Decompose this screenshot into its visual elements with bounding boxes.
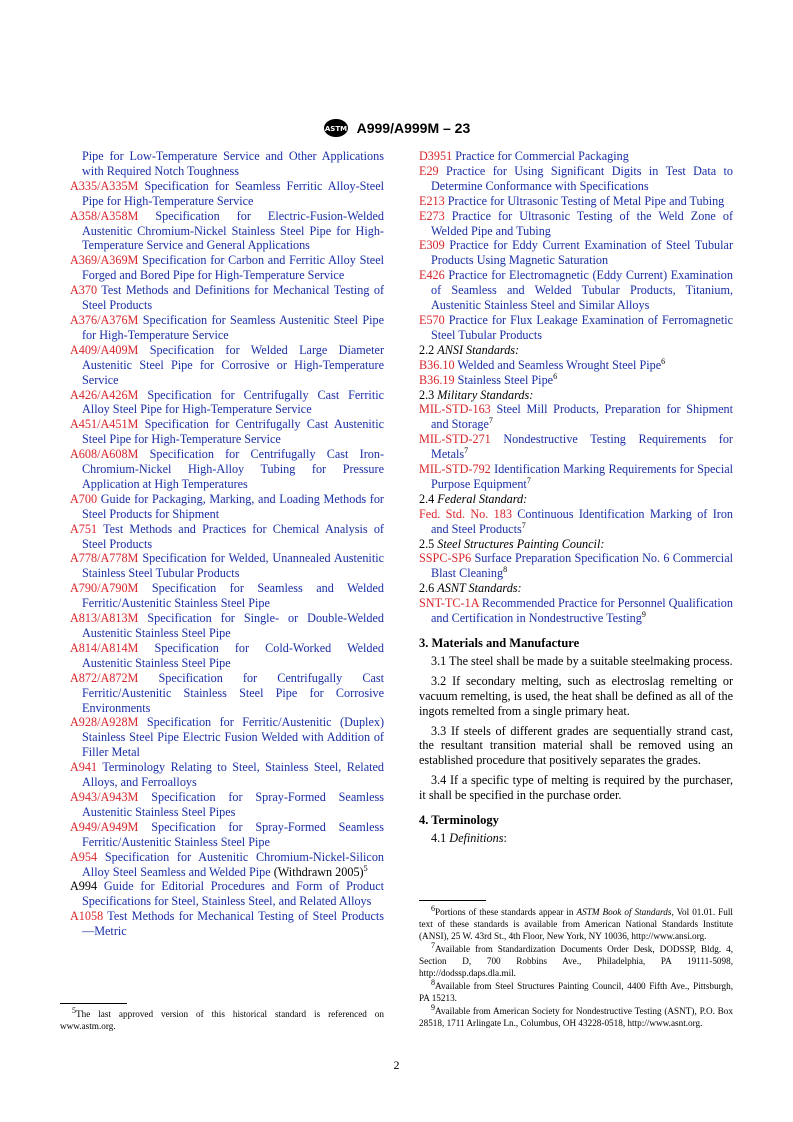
reference-title-link[interactable]: Identification Marking Requirements for Special Purpose Equipment (431, 462, 734, 491)
reference-item (419, 313, 733, 343)
footnote-8: $^8$Available from Steel Structures Painting Council, 4400 Fifth Ave., Pittsburgh, PA 15213. (419, 977, 733, 1003)
reference-code-link[interactable]: A790/A790M (70, 581, 139, 596)
reference-code-link[interactable]: A608/A608M (70, 447, 139, 462)
reference-item (419, 432, 733, 462)
reference-code-link[interactable]: E29 (419, 163, 439, 178)
military-reference-list (419, 402, 733, 491)
footnote-ref: 7 (464, 446, 469, 456)
page-header (0, 118, 793, 138)
reference-item (419, 268, 733, 313)
reference-item (70, 581, 384, 611)
footnote-ref: 9 (641, 610, 646, 620)
reference-code-link[interactable]: E273 (419, 208, 445, 223)
reference-item (70, 715, 384, 760)
footnote-9: $^9$Available from American Society for Nondestructive Testing (ASNT), P.O. Box 28518, 1711 Arlingate Ln., Columbus, OH 43228-0518, http://www.asnt.org. (419, 1002, 733, 1028)
paragraph-3-1: 3.1 The steel shall be made by a suitable steelmaking process. (431, 653, 733, 668)
reference-code-link[interactable]: A813/A813M (70, 611, 139, 626)
reference-code-link[interactable]: A943/A943M (70, 789, 139, 804)
reference-title-link[interactable]: Continuous Identification Marking of Iron and Steel Products (431, 506, 734, 536)
reference-item (70, 641, 384, 671)
sspc-heading: 2.5 Steel Structures Painting Council: (419, 536, 605, 551)
footnotes-right (419, 903, 733, 1030)
reference-code-link[interactable]: MIL-STD-792 (419, 462, 491, 477)
paragraph-3-4: 3.4 If a specific type of melting is required by the purchaser, it shall be specified in the purchase order. (419, 773, 733, 803)
reference-code-link[interactable]: A778/A778M (70, 551, 139, 566)
reference-code-link[interactable]: E570 (419, 312, 445, 327)
reference-title-link[interactable]: Practice for Eddy Current Examination of Steel Tubular Products Using Magnetic Saturation (431, 238, 733, 268)
asnt-reference-list (419, 596, 733, 626)
reference-title-link[interactable]: Test Methods and Practices for Chemical Analysis of Steel Products (82, 521, 384, 551)
reference-code-link[interactable]: E213 (419, 193, 445, 208)
reference-item (419, 551, 733, 581)
footnote-divider-right (419, 900, 486, 901)
reference-title-link[interactable]: Terminology Relating to Steel, Stainless Steel, Related Alloys, and Ferroalloys (82, 760, 384, 790)
reference-code-link[interactable]: A928/A928M (70, 715, 139, 730)
reference-code-link[interactable]: MIL-STD-271 (419, 432, 491, 447)
page-number: 2 (393, 1058, 400, 1072)
reference-a954: A954 Specification for Austenitic Chromium-Nickel-Silicon Alloy Steel Seamless and Welded Pipe (Withdrawn 2005)$^5$ (70, 849, 385, 879)
footnote-ref: 8 (503, 565, 508, 575)
reference-code-link[interactable]: SNT-TC-1A (419, 596, 479, 611)
reference-code-link[interactable]: A941 (70, 760, 98, 775)
sspc-reference-list (419, 551, 733, 581)
reference-item (419, 358, 733, 373)
document-designation: A999/A999M – 23 (356, 120, 471, 136)
reference-item (70, 209, 384, 254)
reference-code-link[interactable]: A335/A335M (70, 178, 139, 193)
reference-title-link[interactable]: Specification for Welded Large Diameter Austenitic Steel Pipe for Corrosive or High-Temperature Service (82, 342, 384, 387)
ansi-heading: 2.2 ANSI Standards: (419, 342, 520, 357)
reference-title-link[interactable]: Specification for Single- or Double-Welded Austenitic Stainless Steel Pipe (82, 611, 384, 640)
paragraph-3-3: 3.3 If steels of different grades are sequentially strand cast, the resultant transition material shall be removed using an established procedure that positively separates the grades. (419, 723, 733, 768)
reference-title-link[interactable]: Test Methods and Definitions for Mechanical Testing of Steel Products (82, 283, 384, 313)
reference-title-link[interactable]: Stainless Steel Pipe (457, 372, 554, 387)
reference-item (70, 447, 384, 492)
reference-code-link[interactable]: E426 (419, 268, 445, 283)
reference-item (419, 164, 733, 194)
left-reference-list (70, 179, 384, 850)
reference-code-link[interactable]: A426/A426M (70, 387, 139, 402)
reference-code-link[interactable]: A451/A451M (70, 417, 139, 432)
reference-item (70, 820, 384, 850)
ansi-reference-list (419, 358, 733, 388)
reference-code-link[interactable]: A370 (70, 283, 98, 298)
svg-text:ASTM: ASTM (324, 125, 347, 133)
footnote-6: $^6$Portions of these standards appear in ASTM Book of Standards, Vol 01.01. Full text of these standards is available from American National Standards Institute (ANSI), 25 W. 43rd St., 4th Floor, New York, NY 10036, http://www.ansi.org. (419, 903, 733, 941)
section-3-heading: 3. Materials and Manufacture (419, 636, 580, 650)
reference-title-link[interactable]: Specification for Ferritic/Austenitic (Duplex) Stainless Steel Pipe Electric Fusion Welded with Addition of Filler Metal (82, 715, 384, 760)
reference-item (70, 313, 384, 343)
footnote-ref: 7 (488, 416, 493, 426)
military-heading: 2.3 Military Standards: (419, 387, 534, 402)
reference-title-link[interactable]: Specification for Centrifugally Cast Ferritic/Austenitic Stainless Steel Pipe for Corrosive Environments (82, 670, 384, 715)
reference-title-link[interactable]: Welded and Seamless Wrought Steel Pipe (457, 357, 662, 372)
reference-code-link[interactable]: A358/A358M (70, 208, 139, 223)
reference-item (70, 671, 384, 716)
continued-reference-title[interactable]: Pipe for Low-Temperature Service and Other Applications with Required Notch Toughness (82, 149, 384, 178)
footnotes-left: $^5$The last approved version of this historical standard is referenced on www.astm.org. (60, 1005, 384, 1031)
reference-title-link[interactable]: Practice for Ultrasonic Testing of Metal Pipe and Tubing (447, 193, 725, 208)
federal-heading: 2.4 Federal Standard: (419, 491, 528, 506)
reference-title-link[interactable]: Practice for Commercial Packaging (455, 149, 629, 163)
reference-item (70, 343, 384, 388)
reference-item (419, 238, 733, 268)
footnote-7: $^7$Available from Standardization Documents Order Desk, DODSSP, Bldg. 4, Section D, 700 Robbins Ave., Philadelphia, PA 19111-5098, http://dodssp.daps.dla.mil. (419, 940, 733, 978)
reference-item (70, 611, 384, 641)
reference-title-link[interactable]: Specification for Spray-Formed Seamless Austenitic Stainless Steel Pipes (82, 789, 385, 819)
reference-item (419, 149, 733, 164)
reference-code-link[interactable]: Fed. Std. No. 183 (419, 506, 512, 521)
reference-title-link[interactable]: Recommended Practice for Personnel Qualification and Certification in Nondestructive Testing (431, 596, 733, 626)
reference-item (70, 790, 384, 820)
reference-item (419, 596, 733, 626)
reference-title-link[interactable]: Practice for Ultrasonic Testing of the Weld Zone of Welded Pipe and Tubing (431, 208, 734, 238)
reference-item (70, 492, 384, 522)
right-reference-list (419, 149, 733, 343)
footnote-ref: 6 (553, 371, 558, 381)
reference-title-link[interactable]: Specification for Electric-Fusion-Welded Austenitic Chromium-Nickel Stainless Steel Pipe for High-Temperature Service and General Applications (82, 208, 385, 253)
reference-code-link[interactable]: A376/A376M (70, 312, 139, 327)
reference-item (419, 209, 733, 239)
reference-title-link[interactable]: Practice for Electromagnetic (Eddy Current) Examination of Seamless and Welded Tubular Products, Titanium, Austenitic Stainless Steel and Similar Alloys (431, 268, 733, 313)
reference-code-link[interactable]: A751 (70, 521, 98, 536)
reference-code-link[interactable]: B36.19 (419, 372, 455, 387)
reference-title-link[interactable]: Specification for Centrifugally Cast Iron-Chromium-Nickel High-Alloy Tubing for Pressure Application at High Temperatures (82, 447, 384, 491)
reference-item (70, 551, 384, 581)
reference-item (70, 417, 384, 447)
reference-title-link[interactable]: Specification for Centrifugally Cast Ferritic Alloy Steel Pipe for High-Temperature Service (82, 387, 384, 417)
reference-code-link[interactable]: A814/A814M (70, 640, 139, 655)
footnote-divider (60, 1003, 127, 1004)
reference-title-link[interactable]: Specification for Carbon and Ferritic Alloy Steel Forged and Bored Pipe for High-Temperature Service (82, 253, 384, 283)
federal-reference-list (419, 507, 733, 537)
reference-code-link[interactable]: SSPC-SP6 (419, 551, 472, 566)
reference-code-link[interactable]: A872/A872M (70, 670, 139, 685)
reference-item (70, 179, 384, 209)
reference-title-link[interactable]: Specification for Spray-Formed Seamless Ferritic/Austenitic Stainless Steel Pipe (82, 819, 385, 849)
reference-a1058: A1058 Test Methods for Mechanical Testing of Steel Products—Metric (70, 909, 385, 939)
paragraph-3-2: 3.2 If secondary melting, such as electroslag remelting or vacuum remelting, is used, the heat shall be defined as all of the ingots remelted from a single primary heat. (419, 673, 733, 718)
asnt-heading: 2.6 ASNT Standards: (419, 581, 522, 596)
reference-a994: A994 Guide for Editorial Procedures and Form of Product Specifications for Steel, Stainless Steel, and Related Alloys (70, 879, 384, 909)
reference-item (70, 283, 384, 313)
footnote-ref: 7 (526, 475, 531, 485)
reference-title-link[interactable]: Specification for Cold-Worked Welded Austenitic Stainless Steel Pipe (82, 640, 384, 670)
reference-code-link[interactable]: A700 (70, 491, 98, 506)
reference-title-link[interactable]: Specification for Centrifugally Cast Austenitic Steel Pipe for High-Temperature Service (82, 417, 384, 447)
reference-code-link[interactable]: A949/A949M (70, 819, 139, 834)
footnote-ref: 6 (661, 356, 666, 366)
paragraph-4-1: 4.1 Definitions: (431, 830, 507, 845)
reference-title-link[interactable]: Surface Preparation Specification No. 6 Commercial Blast Cleaning (431, 551, 733, 581)
reference-item (70, 388, 384, 418)
reference-code-link[interactable]: B36.10 (419, 357, 455, 372)
reference-title-link[interactable]: Specification for Seamless and Welded Ferritic/Austenitic Stainless Steel Pipe (82, 581, 385, 611)
reference-title-link[interactable]: Steel Mill Products, Preparation for Shipment and Storage (431, 402, 734, 432)
reference-title-link[interactable]: Practice for Using Significant Digits in Test Data to Determine Conformance with Specifications (431, 163, 733, 193)
reference-code-link[interactable]: A369/A369M (70, 253, 139, 268)
reference-item (70, 760, 384, 790)
reference-title-link[interactable]: Practice for Flux Leakage Examination of Ferromagnetic Steel Tubular Products (431, 312, 734, 342)
footnote-ref: 7 (521, 520, 526, 530)
astm-logo-icon (323, 118, 349, 138)
reference-item (419, 373, 733, 388)
reference-item (419, 507, 733, 537)
reference-item (419, 402, 733, 432)
left-column (70, 149, 384, 939)
reference-item (419, 462, 733, 492)
right-column (419, 149, 733, 851)
reference-title-link[interactable]: Guide for Packaging, Marking, and Loading Methods for Steel Products for Shipment (82, 491, 384, 521)
reference-title-link[interactable]: Specification for Seamless Ferritic Alloy-Steel Pipe for High-Temperature Service (82, 178, 385, 208)
reference-title-link[interactable]: Specification for Welded, Unannealed Austenitic Stainless Steel Tubular Products (82, 551, 384, 581)
reference-code-link[interactable]: E309 (419, 238, 445, 253)
reference-code-link[interactable]: A409/A409M (70, 342, 139, 357)
reference-code-link[interactable]: D3951 (419, 149, 453, 163)
reference-title-link[interactable]: Nondestructive Testing Requirements for Metals (431, 432, 733, 462)
reference-item (419, 194, 733, 209)
reference-code-link[interactable]: MIL-STD-163 (419, 402, 491, 417)
reference-item (70, 522, 384, 552)
reference-item (70, 253, 384, 283)
section-4-heading: 4. Terminology (419, 813, 499, 828)
reference-title-link[interactable]: Specification for Seamless Austenitic Steel Pipe for High-Temperature Service (82, 312, 385, 342)
